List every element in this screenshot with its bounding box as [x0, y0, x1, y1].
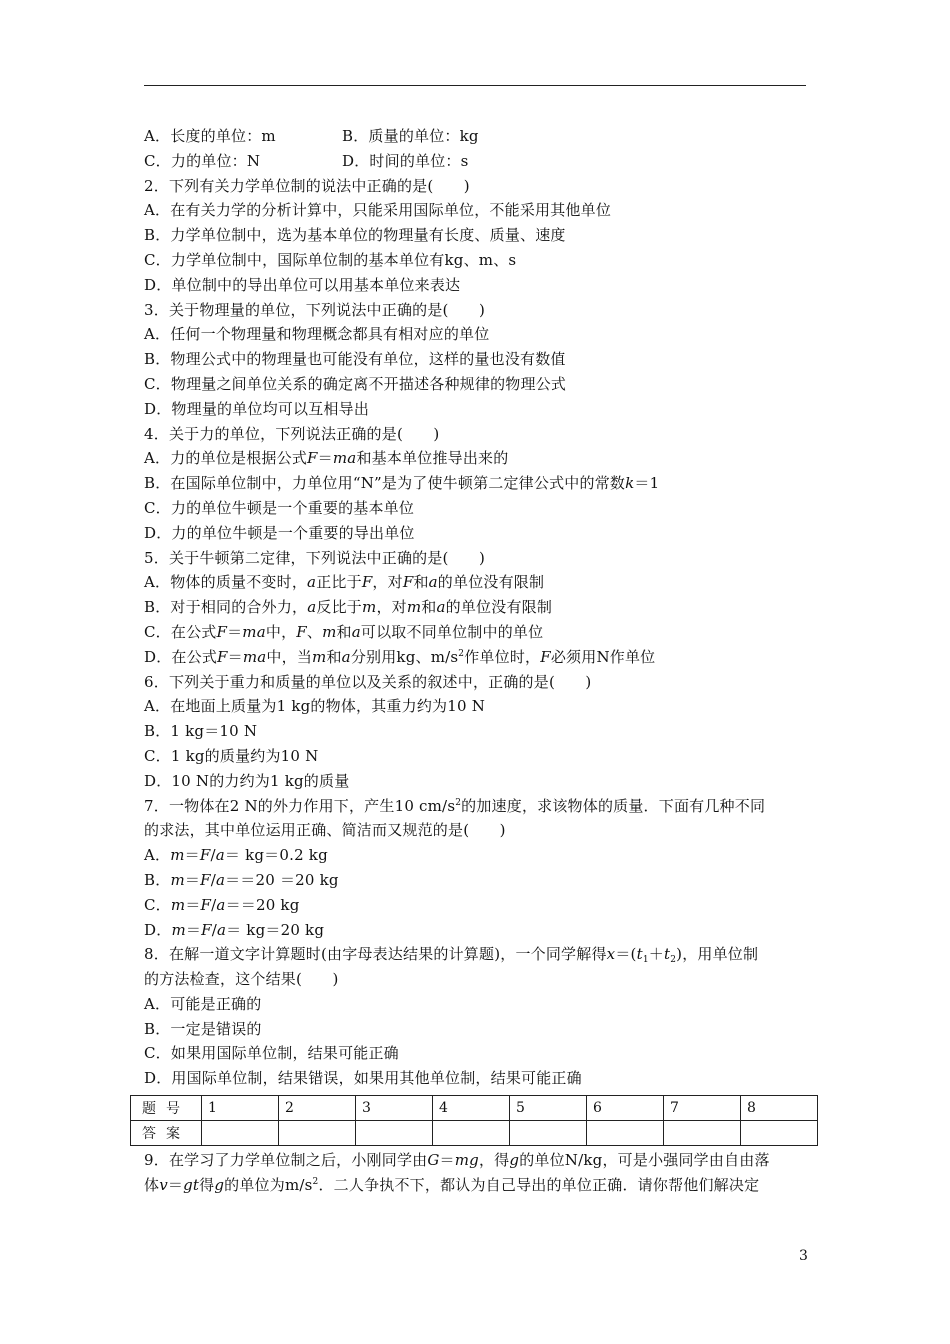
answer-table-number: 3 [356, 1096, 433, 1121]
answer-table-number: 8 [741, 1096, 818, 1121]
question-content [144, 124, 820, 1091]
q8-option-b: B．一定是错误的 [144, 1019, 262, 1038]
answer-cell[interactable] [433, 1121, 510, 1146]
q7-stem-line-1: 7．一物体在2 N的外力作用下，产生10 $cm/s^2$的加速度，求该物体的质量．下面有几种不同 [144, 796, 766, 815]
answer-cell[interactable] [587, 1121, 664, 1146]
q7-option-c: C．m＝F/a＝＝20 kg [144, 895, 300, 914]
q3-option-c: C．物理量之间单位关系的确定离不开描述各种规律的物理公式 [144, 374, 567, 393]
answer-table-number: 5 [510, 1096, 587, 1121]
answer-cell[interactable] [664, 1121, 741, 1146]
q6-option-c: C．1 kg的质量约为10 N [144, 746, 319, 765]
q2-option-d: D．单位制中的导出单位可以用基本单位来表达 [144, 275, 461, 294]
q4-stem: 4．关于力的单位，下列说法正确的是( ) [144, 424, 440, 443]
q3-stem: 3．关于物理量的单位，下列说法中正确的是( ) [144, 300, 486, 319]
q2-option-c: C．力学单位制中，国际单位制的基本单位有kg、m、s [144, 250, 517, 269]
q2-option-b: B．力学单位制中，选为基本单位的物理量有长度、质量、速度 [144, 226, 566, 245]
q9-line-1: 9．在学习了力学单位制之后，小刚同学由G＝mg，得g的单位N/kg，可是小强同学由自由落 [144, 1151, 770, 1169]
answer-table-number: 2 [279, 1096, 356, 1121]
q8-stem-line-1: 8．在解一道文字计算题时(由字母表达结果的计算题)，一个同学解得$x=(t_1+t_2)$，用单位制 [144, 945, 759, 966]
q8-option-a: A．可能是正确的 [144, 994, 262, 1013]
answer-table [130, 1095, 818, 1146]
q2-option-a: A．在有关力学的分析计算中，只能采用国际单位，不能采用其他单位 [144, 201, 612, 220]
q4-option-b: B．在国际单位制中，力单位用“N”是为了使牛顿第二定律公式中的常数k＝1 [144, 474, 660, 493]
q4-option-d: D．力的单位牛顿是一个重要的导出单位 [144, 523, 415, 542]
answer-table-answer-label: 答案 [131, 1121, 202, 1146]
q3-option-b: B．物理公式中的物理量也可能没有单位，这样的量也没有数值 [144, 350, 566, 369]
answer-table-number: 7 [664, 1096, 741, 1121]
q3-option-d: D．物理量的单位均可以互相导出 [144, 399, 370, 418]
q1-option-a: A．长度的单位：m [144, 127, 276, 145]
q5-stem: 5．关于牛顿第二定律，下列说法中正确的是( ) [144, 548, 486, 567]
answer-cell[interactable] [510, 1121, 587, 1146]
answer-cell[interactable] [741, 1121, 818, 1146]
q3-option-a: A．任何一个物理量和物理概念都具有相对应的单位 [144, 325, 490, 344]
answer-cell[interactable] [279, 1121, 356, 1146]
q8-option-d: D．用国际单位制，结果错误，如果用其他单位制，结果可能正确 [144, 1069, 582, 1088]
page-number: 3 [799, 1248, 808, 1264]
q6-option-b: B．1 kg＝10 N [144, 722, 258, 741]
q5-option-c: C．在公式F＝ma中，F、m和a可以取不同单位制中的单位 [144, 622, 544, 641]
q7-stem-line-2: 的求法，其中单位运用正确、简洁而又规范的是( ) [144, 821, 506, 840]
q1-option-d: D．时间的单位：s [342, 151, 469, 170]
answer-table-number: 1 [202, 1096, 279, 1121]
q1-option-c: C．力的单位：N [144, 151, 261, 170]
q5-option-b: B．对于相同的合外力，a反比于m，对m和a的单位没有限制 [144, 598, 553, 617]
q7-option-a: A．m＝F/a＝ kg＝0.2 kg [144, 846, 328, 865]
header-rule [144, 85, 806, 86]
answer-cell[interactable] [356, 1121, 433, 1146]
q7-option-b: B．m＝F/a＝＝20 ＝20 kg [144, 870, 339, 889]
q5-option-a: A．物体的质量不变时，a正比于F，对F和a的单位没有限制 [144, 573, 545, 592]
q4-option-c: C．力的单位牛顿是一个重要的基本单位 [144, 498, 415, 517]
answer-cell[interactable] [202, 1121, 279, 1146]
answer-table-number: 4 [433, 1096, 510, 1121]
q1-option-b: B．质量的单位：kg [342, 127, 479, 145]
q6-option-a: A．在地面上质量为1 kg的物体，其重力约为10 N [144, 697, 486, 716]
q9-line-2: 体v＝gt得g的单位为$m/s^2$．二人争执不下，都认为自己导出的单位正确．请你帮他们解决定 [144, 1175, 760, 1194]
q1-options-row-1 [144, 124, 820, 149]
q5-option-d: D．在公式F＝ma中，当m和a分别用kg、$m/s^2$作单位时，F必须用N作单位 [144, 647, 656, 666]
answer-table-answer-row [131, 1121, 818, 1146]
q6-option-d: D．10 N的力约为1 kg的质量 [144, 771, 350, 790]
q9-content [144, 1148, 820, 1198]
q6-stem: 6．下列关于重力和质量的单位以及关系的叙述中，正确的是( ) [144, 672, 592, 691]
q1-options-row-2 [144, 149, 820, 174]
answer-table-number: 6 [587, 1096, 664, 1121]
answer-table-number-label: 题号 [131, 1096, 202, 1121]
q7-option-d: D．m＝F/a＝ kg＝20 kg [144, 920, 325, 939]
answer-table-number-row [131, 1096, 818, 1121]
q8-stem-line-2: 的方法检查，这个结果( ) [144, 970, 339, 989]
q8-option-c: C．如果用国际单位制，结果可能正确 [144, 1044, 399, 1063]
q2-stem: 2．下列有关力学单位制的说法中正确的是( ) [144, 176, 470, 195]
q4-option-a: A．力的单位是根据公式F＝ma和基本单位推导出来的 [144, 449, 509, 468]
